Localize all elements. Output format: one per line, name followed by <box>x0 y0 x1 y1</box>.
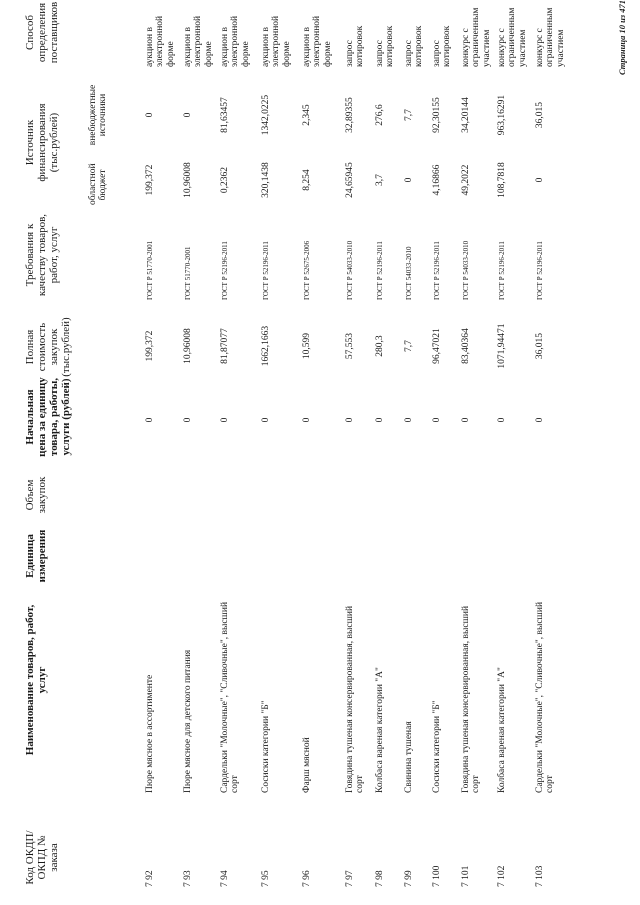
row-code: 7 99 <box>404 870 414 887</box>
row-name: Сардельки "Молочные", "Сливочные", высший сорт <box>220 601 241 793</box>
row-funding-extra: 32,89355 <box>345 97 355 133</box>
row-method: запрос котировок <box>345 25 366 67</box>
row-code: 7 97 <box>345 870 355 887</box>
row-total-cost: 10,96008 <box>183 328 193 364</box>
row-name: Говядина тушеная консервированная, высший сорт <box>461 605 482 793</box>
row-total-cost: 36,015 <box>535 332 545 360</box>
row-funding-regional: 0 <box>535 177 545 183</box>
row-start-price: 0 <box>183 417 193 423</box>
row-name: Сосиски категории "Б" <box>432 700 442 793</box>
row-name: Пюре мясное в ассортименте <box>145 674 155 793</box>
row-method: аукцион в электронной форме <box>183 15 214 67</box>
row-code: 7 98 <box>375 870 385 887</box>
header-funding-source: Источник финансирования (тыс.рублей) <box>24 103 60 182</box>
row-total-cost: 199,372 <box>145 330 155 362</box>
row-method: конкурс с ограниченным участием <box>535 7 566 67</box>
row-name: Пюре мясное для детского питания <box>183 649 193 793</box>
row-method: конкурс с ограниченным участием <box>497 7 528 67</box>
header-funding-regional: областной бюджет <box>88 163 109 205</box>
row-funding-extra: 1342,0225 <box>261 94 271 136</box>
row-funding-regional: 8,254 <box>302 169 312 191</box>
row-code: 7 101 <box>461 865 471 887</box>
row-start-price: 0 <box>432 417 442 423</box>
row-funding-regional: 4,16866 <box>432 164 442 196</box>
row-total-cost: 1662,1663 <box>261 325 271 367</box>
row-funding-extra: 0 <box>183 112 193 118</box>
row-code: 7 92 <box>145 870 155 887</box>
row-funding-extra: 81,63457 <box>220 97 230 133</box>
row-code: 7 102 <box>497 865 507 887</box>
row-name: Сардельки "Молочные", "Сливочные", высший сорт <box>535 601 556 793</box>
row-funding-extra: 34,20144 <box>461 97 471 133</box>
row-code: 7 93 <box>183 870 193 887</box>
row-total-cost: 7,7 <box>404 340 414 352</box>
row-funding-regional: 24,65945 <box>345 162 355 198</box>
row-funding-regional: 10,96008 <box>183 162 193 198</box>
row-method: аукцион в электронной форме <box>302 15 333 67</box>
row-code: 7 103 <box>535 865 545 887</box>
row-requirements: ГОСТ 54033-2010 <box>405 246 413 300</box>
header-name: Наименование товаров, работ, услуг <box>24 604 48 756</box>
row-total-cost: 10,599 <box>302 332 312 360</box>
row-name: Свинина тушеная <box>404 721 414 793</box>
row-funding-extra: 92,30155 <box>432 97 442 133</box>
header-code: Код ОКДП/ ОКПД № заказа <box>24 830 60 885</box>
header-funding-extra: внебюджетные источники <box>88 84 109 146</box>
row-requirements: ГОСТ Р 52196-2011 <box>433 241 441 300</box>
row-total-cost: 83,40364 <box>461 328 471 364</box>
row-funding-extra: 0 <box>145 112 155 118</box>
row-name: Сосиски категории "Б" <box>261 700 271 793</box>
row-total-cost: 81,87077 <box>220 328 230 364</box>
row-funding-extra: 963,16291 <box>497 94 507 136</box>
row-requirements: ГОСТ Р 52196-2011 <box>376 241 384 300</box>
row-code: 7 95 <box>261 870 271 887</box>
row-name: Говядина тушеная консервированная, высший сорт <box>345 605 366 793</box>
row-total-cost: 96,47021 <box>432 328 442 364</box>
row-start-price: 0 <box>535 417 545 423</box>
row-requirements: ГОСТ 51770-2001 <box>184 246 192 300</box>
row-method: аукцион в электронной форме <box>145 15 176 67</box>
row-name: Колбаса вареная категории "А" <box>375 667 385 793</box>
row-method: конкурс с ограниченным участием <box>461 7 492 67</box>
row-start-price: 0 <box>145 417 155 423</box>
row-method: аукцион в электронной форме <box>261 15 292 67</box>
row-start-price: 0 <box>302 417 312 423</box>
row-method: аукцион в электронной форме <box>220 15 251 67</box>
header-total-cost: Полная стоимость закупок (тыс.рублей) <box>24 317 72 377</box>
header-unit: Единица измерения <box>24 529 48 583</box>
row-name: Фарш мясной <box>302 737 312 793</box>
row-code: 7 100 <box>432 865 442 887</box>
row-requirements: ГОСТ Р 51770-2001 <box>146 240 154 300</box>
row-requirements: ГОСТ Р 52675-2006 <box>303 240 311 300</box>
row-requirements: ГОСТ Р 52196-2011 <box>498 241 506 300</box>
row-funding-extra: 2,345 <box>302 104 312 126</box>
row-funding-regional: 49,2022 <box>461 164 471 196</box>
row-funding-regional: 0 <box>404 177 414 183</box>
row-funding-regional: 199,372 <box>145 164 155 196</box>
row-requirements: ГОСТ Р 54033-2010 <box>346 240 354 300</box>
row-start-price: 0 <box>375 417 385 423</box>
row-requirements: ГОСТ Р 52196-2011 <box>221 241 229 300</box>
header-method: Способ определения поставщиков <box>24 1 60 64</box>
row-start-price: 0 <box>461 417 471 423</box>
row-code: 7 94 <box>220 870 230 887</box>
page-footer: Страница 10 из 471 <box>617 0 627 75</box>
row-method: запрос котировок <box>375 25 396 67</box>
header-requirements: Требования к качеству товаров, работ, услуг <box>24 213 60 297</box>
row-method: запрос котировок <box>432 25 453 67</box>
row-funding-extra: 276,6 <box>375 104 385 126</box>
header-volume: Объем закупок <box>24 476 48 514</box>
row-funding-extra: 36,015 <box>535 101 545 129</box>
row-total-cost: 57,553 <box>345 332 355 360</box>
row-requirements: ГОСТ Р 52196-2011 <box>262 241 270 300</box>
row-funding-regional: 108,7818 <box>497 162 507 198</box>
row-code: 7 96 <box>302 870 312 887</box>
row-total-cost: 280,3 <box>375 335 385 357</box>
row-total-cost: 1071,94471 <box>497 323 507 369</box>
row-requirements: ГОСТ Р 52196-2011 <box>536 241 544 300</box>
row-requirements: ГОСТ Р 54033-2010 <box>462 240 470 300</box>
row-start-price: 0 <box>404 417 414 423</box>
row-start-price: 0 <box>261 417 271 423</box>
row-start-price: 0 <box>497 417 507 423</box>
row-start-price: 0 <box>345 417 355 423</box>
row-funding-regional: 3,7 <box>375 174 385 186</box>
header-start-price: Начальная цена за единицу товара, работы, услуги (рублей) <box>24 377 72 457</box>
row-funding-regional: 320,1438 <box>261 162 271 198</box>
row-start-price: 0 <box>220 417 230 423</box>
row-method: запрос котировок <box>404 25 425 67</box>
row-funding-regional: 0,2362 <box>220 166 230 194</box>
row-name: Колбаса вареная категории "А" <box>497 667 507 793</box>
row-funding-extra: 7,7 <box>404 109 414 121</box>
